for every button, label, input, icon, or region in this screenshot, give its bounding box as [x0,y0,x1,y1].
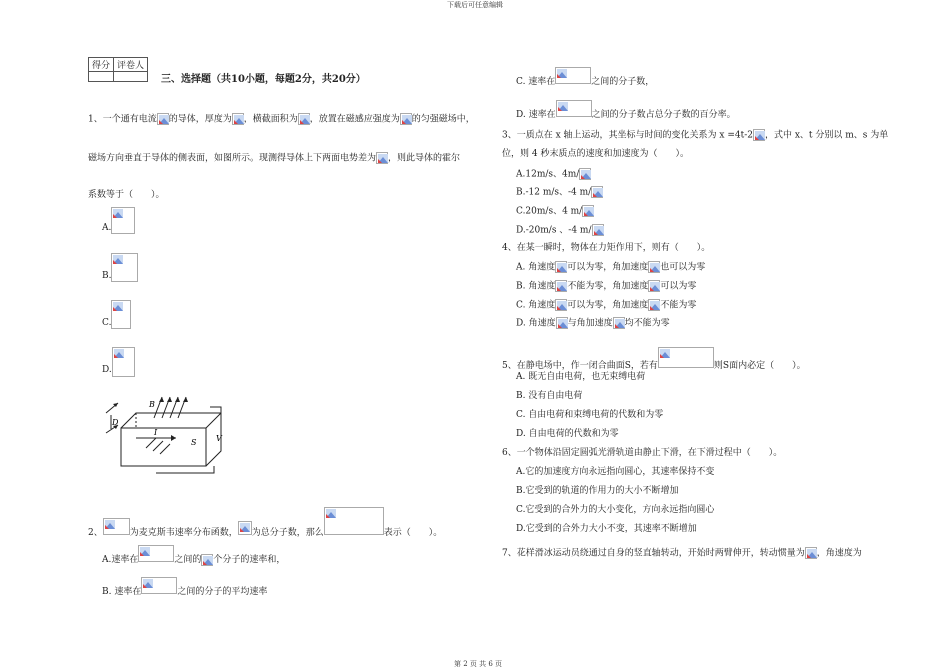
q2-option-c: C. 速率在 之间的分子数， [516,67,654,88]
section-title: 三、选择题（共10小题，每题2分，共20分） [161,74,366,85]
grader-cell [114,72,148,82]
q5-option-b: B. 没有自由电荷 [516,391,583,401]
formula-image-icon [157,113,169,125]
q5-option-d: D. 自由电荷的代数和为零 [516,429,619,439]
q4-option-b: B. 角速度 不能为零，角加速度 可以为零 [516,281,697,292]
header-note: 下载后可任意编辑 [447,1,503,9]
q1-line1: 1、一个通有电流 的导体，厚度为 ，横截面积为 ，放置在磁感应强度为 的匀强磁场中， [88,114,475,125]
q5-stem: 5、在静电场中，作一闭合曲面S，若有 则S面内必定（ ）。 [502,347,806,372]
q6-stem: 6、一个物体沿固定圆弧光滑轨道由静止下滑，在下滑过程中（ ）。 [502,448,783,458]
formula-image-icon [753,129,765,141]
formula-image-icon [582,205,594,217]
q4-stem: 4、在某一瞬时，物体在力矩作用下，则有（ ）。 [502,243,711,253]
label-b: B [149,400,155,409]
q3-line1: 3、一质点在 x 轴上运动，其坐标与时间的变化关系为 x =4t-2 ，式中 x、t 分别以 m、s 为单 [502,130,889,141]
q2-option-b: B. 速率在 之间的分子的平均速率 [102,577,267,598]
page-footer: 第 2 页 共 6 页 [454,660,503,668]
q7-stem: 7、花样滑冰运动员绕通过自身的竖直轴转动，开始时两臂伸开，转动惯量为 ，角速度为 [502,548,862,559]
q3-line2: 位，则 4 秒末质点的速度和加速度为（ ）。 [502,149,689,159]
label-v: V [216,434,222,443]
formula-image-icon [201,554,213,566]
formula-image-icon [298,113,310,125]
q2-option-a: A.速率在 之间的 个分子的速率和， [102,545,285,566]
option-image-icon [111,207,135,234]
formula-image-icon [648,261,660,273]
hall-effect-diagram [96,393,236,475]
q1-line2: 磁场方向垂直于导体的侧表面，如图所示。现测得导体上下两面电势差为 ，则此导体的霍尔 [88,153,461,164]
label-s: S [191,438,197,447]
label-d: D [112,418,119,427]
q5-option-a: A. 既无自由电荷，也无束缚电荷 [516,372,646,382]
q6-option-c: C.它受到的合外力的大小变化，方向永远指向圆心 [516,505,715,515]
formula-image-icon [232,113,244,125]
q4-option-d: D. 角速度 与角加速度 均不能为零 [516,318,670,329]
option-image-icon [111,253,138,282]
grader-label: 评卷人 [114,58,148,72]
label-i: I [154,428,158,437]
q1-option-c: C. [102,300,131,329]
formula-image-icon [648,299,660,311]
option-image-icon [112,347,135,377]
score-label: 得分 [89,58,114,72]
formula-image-icon [556,317,568,329]
formula-image-icon [138,545,174,562]
formula-image-icon [376,152,388,164]
formula-image-icon [592,224,604,236]
q2-option-d: D. 速率在 之间的分子数占总分子数的百分率。 [516,100,736,121]
formula-image-icon [141,577,177,594]
score-cell [89,72,114,82]
formula-image-icon [805,547,817,559]
formula-image-icon [103,518,130,535]
q6-option-a: A.它的加速度方向永远指向圆心，其速率保持不变 [516,467,715,477]
q4-option-a: A. 角速度 可以为零，角加速度 也可以为零 [516,262,706,273]
q4-option-c: C. 角速度 可以为零，角加速度 不能为零 [516,300,697,311]
q3-option-b: B.-12 m/s、-4 m/ [516,186,603,199]
formula-image-icon [658,347,714,368]
formula-image-icon [555,299,567,311]
formula-image-icon [400,113,412,125]
formula-image-icon [556,100,592,117]
formula-image-icon [648,280,660,292]
q2-stem: 2、 为麦克斯韦速率分布函数， 为总分子数，那么 表示（ ）。 [88,507,442,539]
q6-option-d: D.它受到的合外力大小不变，其速率不断增加 [516,524,697,534]
formula-image-icon [591,186,603,198]
formula-image-icon [555,67,591,84]
q1-option-b: B. [102,253,138,282]
formula-image-icon [238,521,252,535]
formula-image-icon [555,280,567,292]
q3-option-a: A.12m/s、4m/ [516,168,591,181]
q1-option-d: D. [102,347,135,377]
q5-option-c: C. 自由电荷和束缚电荷的代数和为零 [516,410,664,420]
q6-option-b: B.它受到的轨道的作用力的大小不断增加 [516,486,679,496]
q1-line3: 系数等于（ ）。 [88,190,165,200]
score-table [88,57,148,82]
option-image-icon [111,300,131,329]
formula-image-icon [555,261,567,273]
q3-option-d: D.-20m/s 、-4 m/ [516,224,604,237]
formula-image-icon [324,507,384,535]
q1-option-a: A. [102,207,135,234]
formula-image-icon [613,317,625,329]
formula-image-icon [579,168,591,180]
q3-option-c: C.20m/s、4 m/ [516,205,594,218]
